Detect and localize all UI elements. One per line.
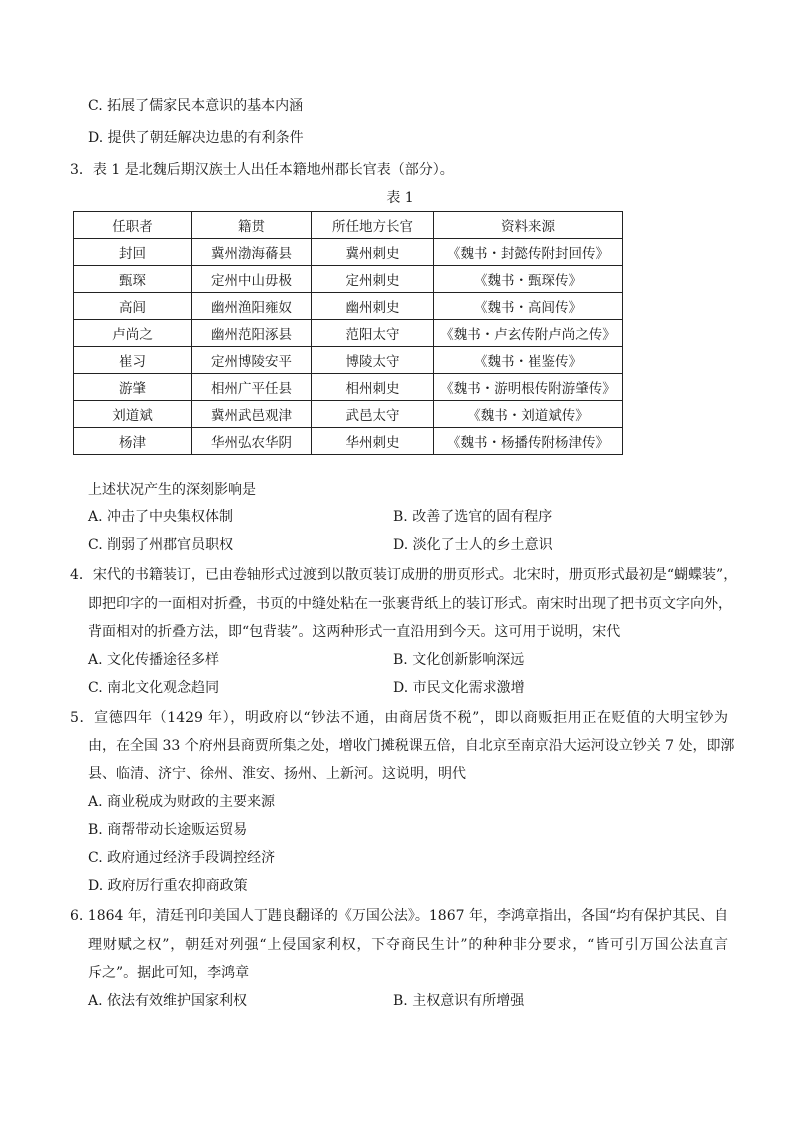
table-cell: 《魏书・甄琛传》 xyxy=(434,266,623,293)
table-cell: 《魏书・刘道斌传》 xyxy=(434,401,623,428)
table-cell: 高闾 xyxy=(74,293,192,320)
table-cell: 封回 xyxy=(74,239,192,266)
q5-option-d[interactable]: D. 政府厉行重农抑商政策 xyxy=(88,878,248,894)
q5-stem-line: 5．宣德四年（1429 年），明政府以“钞法不通，由商居货不税”，即以商贩拒用正在贬值的大明宝钞为 xyxy=(70,710,728,726)
table-cell: 范阳太守 xyxy=(312,320,434,347)
table-cell: 冀州渤海蓨县 xyxy=(192,239,312,266)
table-header-cell: 籍贯 xyxy=(192,212,312,239)
q3-stem: 3．表 1 是北魏后期汉族士人出任本籍地州郡长官表（部分）。 xyxy=(70,162,454,178)
q6-option-a[interactable]: A. 依法有效维护国家利权 xyxy=(88,993,248,1009)
q2-option-d[interactable]: D. 提供了朝廷解决边患的有利条件 xyxy=(88,130,304,146)
q6-option-b[interactable]: B. 主权意识有所增强 xyxy=(393,993,525,1009)
table-cell: 武邑太守 xyxy=(312,401,434,428)
table-cell: 定州中山毋极 xyxy=(192,266,312,293)
table-cell: 博陵太守 xyxy=(312,347,434,374)
q6-stem-line: 理财赋之权”，朝廷对列强“上侵国家利权，下夺商民生计”的种种非分要求，“皆可引万国公法直言 xyxy=(88,937,728,953)
table-header-cell: 所任地方长官 xyxy=(312,212,434,239)
table-cell: 定州刺史 xyxy=(312,266,434,293)
q5-option-c[interactable]: C. 政府通过经济手段调控经济 xyxy=(88,850,276,866)
table-cell: 幽州渔阳雍奴 xyxy=(192,293,312,320)
table-row xyxy=(74,428,623,455)
table-cell: 幽州刺史 xyxy=(312,293,434,320)
table-cell: 冀州刺史 xyxy=(312,239,434,266)
table-cell: 冀州武邑观津 xyxy=(192,401,312,428)
table-cell: 《魏书・崔鉴传》 xyxy=(434,347,623,374)
table-cell: 崔习 xyxy=(74,347,192,374)
q3-option-a[interactable]: A. 冲击了中央集权体制 xyxy=(88,509,234,525)
q5-option-a[interactable]: A. 商业税成为财政的主要来源 xyxy=(88,794,276,810)
q5-option-b[interactable]: B. 商帮带动长途贩运贸易 xyxy=(88,822,248,838)
q3-option-c[interactable]: C. 削弱了州郡官员职权 xyxy=(88,537,234,553)
table-header-cell: 资料来源 xyxy=(434,212,623,239)
table-cell: 《魏书・高闾传》 xyxy=(434,293,623,320)
q4-option-d[interactable]: D. 市民文化需求激增 xyxy=(393,680,525,696)
table-caption: 表 1 xyxy=(386,190,414,206)
q4-stem-line: 背面相对的折叠方法，即“包背装”。这两种形式一直沿用到今天。这可用于说明，宋代 xyxy=(88,624,621,640)
table-cell: 甄琛 xyxy=(74,266,192,293)
table-row xyxy=(74,320,623,347)
q3-option-d[interactable]: D. 淡化了士人的乡土意识 xyxy=(393,537,553,553)
official-table xyxy=(73,211,623,455)
table-row xyxy=(74,401,623,428)
q4-stem-line: 4．宋代的书籍装订，已由卷轴形式过渡到以散页装订成册的册页形式。北宋时，册页形式最初是“蝴蝶装”， xyxy=(70,567,738,583)
table-cell: 相州广平任县 xyxy=(192,374,312,401)
q6-stem-line: 6. 1864 年，清廷刊印美国人丁韪良翻译的《万国公法》。1867 年，李鸿章指出，各国“均有保护其民、自 xyxy=(70,908,729,924)
table-cell: 卢尚之 xyxy=(74,320,192,347)
table-row xyxy=(74,347,623,374)
table-cell: 《魏书・杨播传附杨津传》 xyxy=(434,428,623,455)
q5-stem-line: 县、临清、济宁、徐州、淮安、扬州、上新河。这说明，明代 xyxy=(88,766,466,782)
q4-option-b[interactable]: B. 文化创新影响深远 xyxy=(393,652,525,668)
table-cell: 相州刺史 xyxy=(312,374,434,401)
table-cell: 华州刺史 xyxy=(312,428,434,455)
table-cell: 华州弘农华阴 xyxy=(192,428,312,455)
table-row xyxy=(74,266,623,293)
table-cell: 幽州范阳涿县 xyxy=(192,320,312,347)
table-row xyxy=(74,239,623,266)
q4-stem-line: 即把印字的一面相对折叠，书页的中缝处粘在一张裹背纸上的装订形式。南宋时出现了把书页文字向外， xyxy=(88,596,732,612)
table-cell: 游肇 xyxy=(74,374,192,401)
table-row xyxy=(74,374,623,401)
q2-option-c[interactable]: C. 拓展了儒家民本意识的基本内涵 xyxy=(88,98,304,114)
table-cell: 《魏书・封懿传附封回传》 xyxy=(434,239,623,266)
table-cell: 《魏书・游明根传附游肇传》 xyxy=(434,374,623,401)
table-row xyxy=(74,293,623,320)
q6-stem-line: 斥之”。据此可知，李鸿章 xyxy=(88,965,250,981)
q3-option-b[interactable]: B. 改善了选官的固有程序 xyxy=(393,509,553,525)
table-cell: 刘道斌 xyxy=(74,401,192,428)
q4-option-a[interactable]: A. 文化传播途径多样 xyxy=(88,652,220,668)
table-cell: 定州博陵安平 xyxy=(192,347,312,374)
table-cell: 杨津 xyxy=(74,428,192,455)
table-header-row xyxy=(74,212,623,239)
table-cell: 《魏书・卢玄传附卢尚之传》 xyxy=(434,320,623,347)
q4-option-c[interactable]: C. 南北文化观念趋同 xyxy=(88,680,220,696)
q5-stem-line: 由，在全国 33 个府州县商贾所集之处，增收门摊税课五倍，自北京至南京沿大运河设立钞关 7 处，即漷 xyxy=(88,738,735,754)
table-header-cell: 任职者 xyxy=(74,212,192,239)
q3-question: 上述状况产生的深刻影响是 xyxy=(88,482,256,498)
